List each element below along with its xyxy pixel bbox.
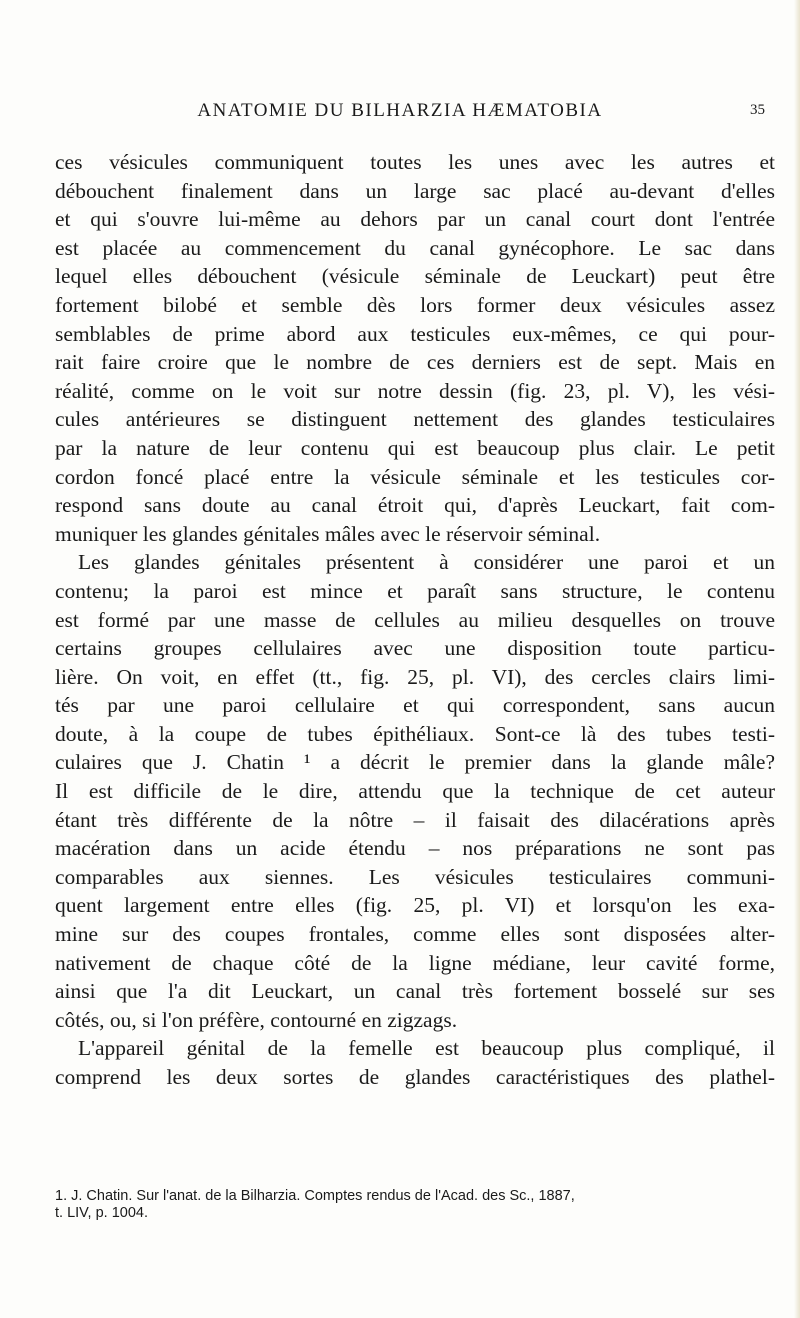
text-line: débouchent finalement dans un large sac placé au-devant d'elles bbox=[55, 178, 775, 203]
text-line: étant très différente de la nôtre – il faisait des dilacérations après bbox=[55, 807, 775, 832]
text-line: Les glandes génitales présentent à considérer une paroi et un bbox=[78, 550, 775, 575]
text-line: comparables aux siennes. Les vésicules testiculaires communi- bbox=[55, 864, 775, 889]
body-text bbox=[55, 148, 775, 1092]
text-line: est placée au commencement du canal gynécophore. Le sac dans bbox=[55, 235, 775, 260]
text-line: muniquer les glandes génitales mâles avec le réservoir séminal. bbox=[55, 521, 601, 546]
text-line: mine sur des coupes frontales, comme elles sont disposées alter- bbox=[55, 922, 775, 947]
text-line: fortement bilobé et semble dès lors former deux vésicules assez bbox=[55, 292, 775, 317]
text-line: côtés, ou, si l'on préfère, contourné en zigzags. bbox=[55, 1007, 458, 1032]
footnote-line: 1. J. Chatin. Sur l'anat. de la Bilharzia. Comptes rendus de l'Acad. des Sc., 1887, bbox=[55, 1188, 575, 1204]
text-line: réalité, comme on le voit sur notre dessin (fig. 23, pl. V), les vési- bbox=[55, 378, 775, 403]
text-line: macération dans un acide étendu – nos préparations ne sont pas bbox=[55, 836, 775, 861]
text-line: comprend les deux sortes de glandes caractéristiques des plathel- bbox=[55, 1065, 775, 1089]
footnote-line: t. LIV, p. 1004. bbox=[55, 1205, 148, 1221]
text-line: rait faire croire que le nombre de ces derniers est de sept. Mais en bbox=[55, 350, 775, 375]
text-line: semblables de prime abord aux testicules eux-mêmes, ce qui pour- bbox=[55, 321, 775, 346]
text-line: doute, à la coupe de tubes épithéliaux. Sont-ce là des tubes testi- bbox=[55, 721, 775, 746]
text-line: lière. On voit, en effet (tt., fig. 25, pl. VI), des cercles clairs limi- bbox=[55, 664, 775, 689]
text-line: contenu; la paroi est mince et paraît sans structure, le contenu bbox=[55, 578, 775, 603]
text-line: est formé par une masse de cellules au milieu desquelles on trouve bbox=[55, 607, 775, 632]
text-line: par la nature de leur contenu qui est beaucoup plus clair. Le petit bbox=[55, 435, 775, 460]
text-line: quent largement entre elles (fig. 25, pl. VI) et lorsqu'on les exa- bbox=[55, 893, 775, 918]
text-line: lequel elles débouchent (vésicule séminale de Leuckart) peut être bbox=[55, 264, 775, 289]
text-line: ainsi que l'a dit Leuckart, un canal très fortement bosselé sur ses bbox=[55, 979, 775, 1004]
text-line: cordon foncé placé entre la vésicule séminale et les testicules cor- bbox=[55, 464, 775, 489]
footnote bbox=[55, 1188, 775, 1222]
running-title: ANATOMIE DU BILHARZIA HÆMATOBIA bbox=[197, 100, 603, 121]
page-number: 35 bbox=[750, 102, 765, 118]
text-line: respond sans doute au canal étroit qui, d'après Leuckart, fait com- bbox=[55, 493, 775, 518]
text-line: L'appareil génital de la femelle est beaucoup plus compliqué, il bbox=[78, 1036, 775, 1061]
text-line: Il est difficile de le dire, attendu que la technique de cet auteur bbox=[55, 779, 775, 804]
text-line: ces vésicules communiquent toutes les unes avec les autres et bbox=[55, 150, 775, 174]
text-line: tés par une paroi cellulaire et qui correspondent, sans aucun bbox=[55, 693, 775, 718]
page-header bbox=[0, 100, 800, 130]
text-line: culaires que J. Chatin ¹ a décrit le premier dans la glande mâle? bbox=[55, 750, 775, 775]
page-edge-shadow bbox=[794, 0, 800, 1318]
text-line: nativement de chaque côté de la ligne médiane, leur cavité forme, bbox=[55, 950, 775, 975]
text-line: cules antérieures se distinguent nettement des glandes testiculaires bbox=[55, 407, 775, 432]
text-line: certains groupes cellulaires avec une disposition toute particu- bbox=[55, 636, 775, 661]
text-line: et qui s'ouvre lui-même au dehors par un canal court dont l'entrée bbox=[55, 207, 775, 232]
